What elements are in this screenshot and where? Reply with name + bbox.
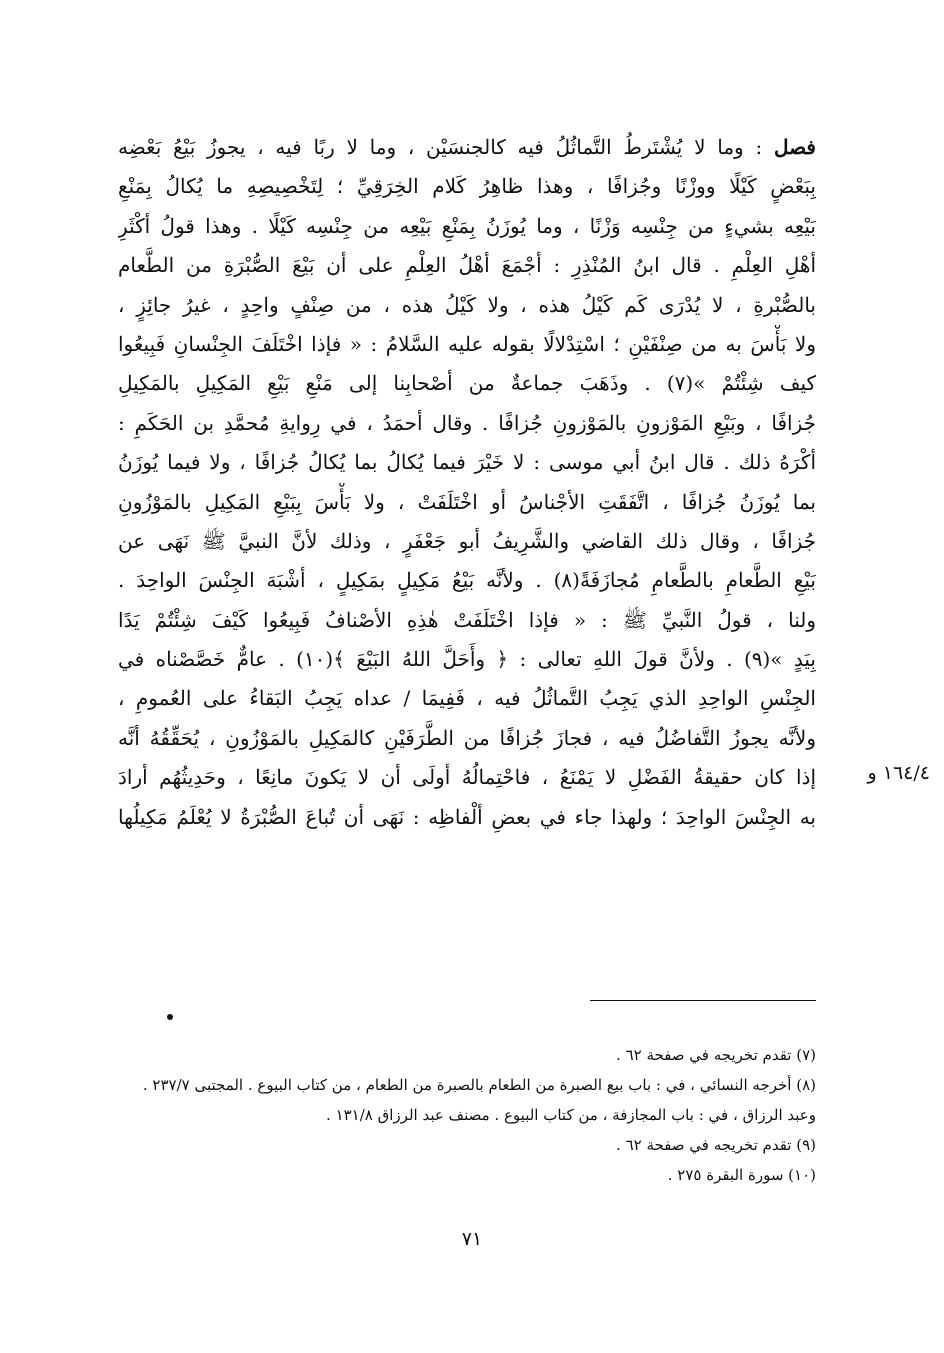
text-line: كيف شِئْتُمْ »(٧) . وذَهَبَ جماعةٌ من أصْحابِنا إلى مَنْعِ بَيْعِ المَكِيلِ بالمَكِيلِ: [118, 371, 816, 396]
text-line: بَيْعِه بشيءٍ من جِنْسِه وَزْنًا ، وما يُوزَنُ بِمَنْعِ بَيْعِه من جِنْسِه كَيْلًا . وهذا قولُ أكْثَرِ: [118, 213, 816, 238]
text-line-content: : وما لا يُشْتَرطُ التَّماثُلُ فيه كالجنسَيْن ، وما لا ربًا فيه ، يجوزُ بَيْعُ بَعْضِه: [118, 135, 763, 159]
text-line: [118, 128, 816, 167]
text-line: بَيْعِ الطَّعامِ بالطَّعامِ مُجازَفَةً(٨) . ولأنَّه بَيْعُ مَكِيلٍ بمَكِيلٍ ، أشْبَهَ الجِنْسَ الواحِدَ .: [118, 568, 816, 593]
text-line: الجِنْسِ الواحِدِ الذي يَجِبُ التَّماثُلُ فيه ، فَفِيمَا / عداه يَجِبُ البَقاءُ على العُمومِ ،: [118, 686, 816, 711]
footnote: وعبد الرزاق ، في : باب المجازفة ، من كتاب البيوع . مصنف عبد الرزاق ١٣١/٨ .: [326, 1106, 816, 1124]
footnotes: [118, 1040, 816, 1190]
ink-dot: [167, 1014, 173, 1020]
footnote: (٧) تقدم تخريجه في صفحة ٦٢ .: [616, 1046, 816, 1064]
text-line: أهْلِ العِلْمِ . قال ابنُ المُنْذِرِ : أجْمَعَ أهْلُ العِلْمِ على أن بَيْعَ الصُّبْرَةِ من الطَّعام: [118, 253, 816, 278]
text-line: جُزافًا ، وقال ذلك القاضي والشَّرِيفُ أبو جَعْفَرٍ ، وذلك لأنَّ النبيَّ ﷺ نَهَى عن: [118, 528, 816, 553]
footnote: (٨) أخرجه النسائي ، في : باب بيع الصبرة من الطعام بالصبرة من الطعام ، من كتاب البيوع . المجتبى ٢٣٧/٧ .: [142, 1076, 816, 1094]
text-line: جُزافًا ، وبَيْعِ المَوْزونِ بالمَوْزونِ جُزافًا . وقال أحمَدُ ، في رِوايةِ مُحمَّدِ بن الحَكَمِ :: [118, 410, 816, 435]
text-line: بِبَعْضٍ كَيْلًا ووزْنًا وجُزافًا ، وهذا ظاهِرُ كَلام الخِرَقِيِّ ؛ لِتَخْصِيصِهِ ما يُكالُ بِمَنْعِ: [118, 174, 816, 199]
footnote-divider: [590, 1000, 816, 1001]
text-line: ولا بَأْسَ به من صِنْفَيْنِ ؛ اسْتِدْلالًا بقوله عليه السَّلامُ : « فإذا اخْتَلَفَ الجِنْسانِ فَبِيعُوا: [118, 331, 816, 356]
footnote: (١٠) سورة البقرة ٢٧٥ .: [667, 1166, 816, 1184]
section-heading: فصل: [773, 135, 816, 159]
text-line: به الجِنْسَ الواحِدَ ؛ ولهذا جاء في بعضِ ألْفاظِه : نَهَى أن تُباعَ الصُّبْرَةُ لا يُعْلَمُ مَكِيلُها: [118, 804, 816, 829]
text-line: بالصُّبْرةِ ، لا يُدْرَى كَم كَيْلُ هذه ، ولا كَيْلُ هذه ، من صِنْفٍ واحِدٍ ، غيرُ جائِزٍ ،: [118, 292, 816, 317]
text-line: بِيَدٍ »(٩) . ولأنَّ قولَ اللهِ تعالى : ﴿ وأَحَلَّ اللهُ البَيْعَ ﴾(١٠) . عامٌّ خَصَّصْناه في: [118, 647, 816, 672]
text-line: ولأنَّه يجوزُ التَّفاضُلُ فيه ، فجازَ جُزافًا من الطَّرَفَيْنِ كالمَكِيلِ بالمَوْزُونِ ، يُحَقِّقُهُ أنَّه: [118, 725, 816, 750]
text-line: بما يُوزَنُ جُزافًا ، اتَّفَقَتِ الأجْناسُ أو اخْتَلَفَتْ ، ولا بَأْسَ بِبَيْعِ المَكِيلِ بالمَوْزُونِ: [118, 489, 816, 514]
main-text: [118, 128, 816, 837]
text-line: إذا كان حقيقةُ الفَضْلِ لا يَمْنَعُ ، فاحْتِمالُهُ أولَى أن لا يَكونَ مانِعًا ، وحَدِيثُهُم أرادَ: [118, 765, 816, 790]
footnote: (٩) تقدم تخريجه في صفحة ٦٢ .: [616, 1136, 816, 1154]
page-number: ٧١: [461, 1228, 483, 1250]
text-line: أكْرَهُ ذلك . قال ابنُ أبي موسى : لا خَيْرَ فيما يُكالُ بما يُكالُ جُزافًا ، ولا فيما يُوزَنُ: [118, 450, 816, 475]
text-line: ولنا ، قولُ النَّبيِّ ﷺ : « فإذا اخْتَلَفَتْ هٰذِهِ الأصْنافُ فَبِيعُوا كَيْفَ شِئْتُمْ يَدًا: [118, 607, 816, 632]
margin-folio-reference: ١٦٤/٤ و: [867, 762, 930, 784]
